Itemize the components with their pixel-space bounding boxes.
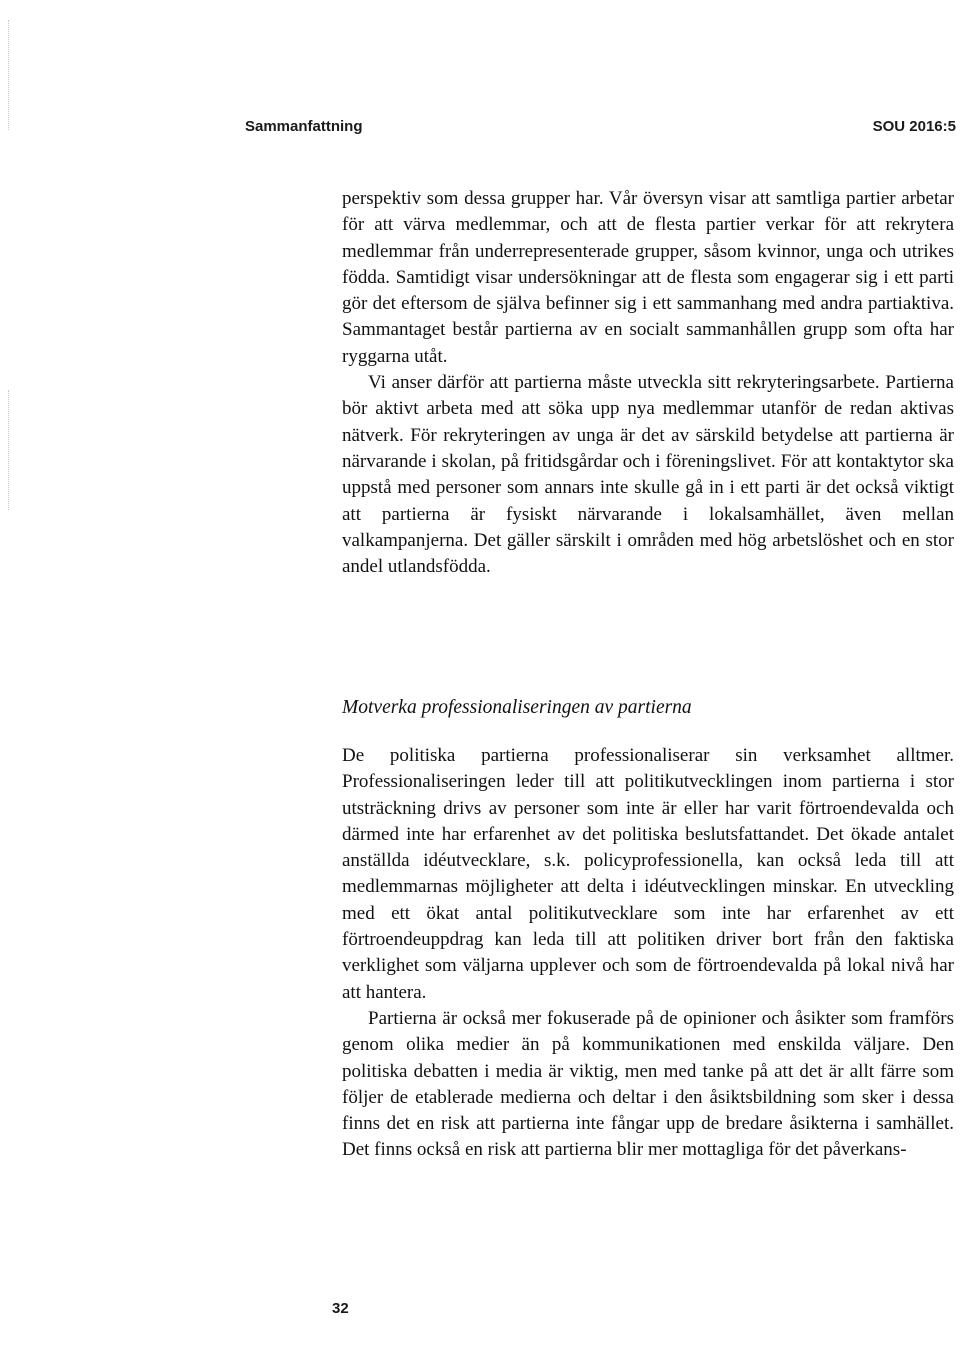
header-document-id: SOU 2016:5 [872, 118, 956, 135]
page-number: 32 [332, 1300, 349, 1317]
body-paragraph: Partierna är också mer fokuserade på de opinioner och åsikter som framförs genom olika medier än på kommunikationen med enskilda väljare. Den politiska debatten i media är viktig, men med tanke på att det är allt färre som följer de etablerade medierna och deltar i den åsiktsbildning som sker i dessa finns det en risk att partierna inte fångar upp de bredare åsikterna i samhället. Det finns också en risk att partierna blir mer mottagliga för det påverkans- [342, 1007, 954, 1161]
scan-margin-artifact [8, 20, 11, 130]
body-paragraph: Vi anser därför att partierna måste utveckla sitt rekryteringsarbete. Partierna bör aktivt arbeta med att söka upp nya medlemmar utanför de redan aktivas nätverk. För rekryteringen av unga är det av särskild betydelse att partierna är närvarande i skolan, på fritidsgårdar och i föreningslivet. För att kontaktytor ska uppstå med personer som annars inte skulle gå in i ett parti är det också viktigt att partierna är fysiskt närvarande i lokalsamhället, även mellan valkampanjerna. Det gäller särskilt i områden med hög arbetslöshet och en stor andel utlandsfödda. [342, 372, 954, 578]
section-heading: Motverka professionaliseringen av partierna [342, 697, 692, 718]
body-paragraph: De politiska partierna professionaliserar sin verksamhet alltmer. Professionaliseringen leder till att politikutvecklingen inom partierna i stor utsträckning drivs av personer som inte är eller har varit förtroendevalda och därmed inte har erfarenhet av det politiska beslutsfattandet. Det ökade antalet anställda idéutvecklare, s.k. policyprofessionella, kan också leda till att medlemmarnas möjligheter att delta i idéutvecklingen minskar. En utveckling med ett ökat antal politikutvecklare som inte har erfarenhet av ett förtroendeuppdrag kan leda till att politiken driver bort från den faktiska verklighet som väljarna upplever och som de förtroendevalda på lokal nivå har att hantera. [342, 745, 954, 1003]
body-paragraph: perspektiv som dessa grupper har. Vår översyn visar att samtliga partier arbetar för att värva medlemmar, och att de flesta partier verkar för att rekrytera medlemmar från underrepresenterade grupper, såsom kvinnor, unga och utrikes födda. Samtidigt visar undersökningar att de flesta som engagerar sig i ett parti gör det eftersom de själva befinner sig i ett sammanhang med andra partiaktiva. Sammantaget består partierna av en socialt sammanhållen grupp som ofta har ryggarna utåt. [342, 188, 954, 367]
body-text-block-1 [342, 186, 954, 580]
header-section-title: Sammanfattning [245, 118, 363, 135]
body-text-block-2 [342, 743, 954, 1164]
running-header [245, 118, 956, 140]
scan-margin-artifact [8, 390, 11, 510]
